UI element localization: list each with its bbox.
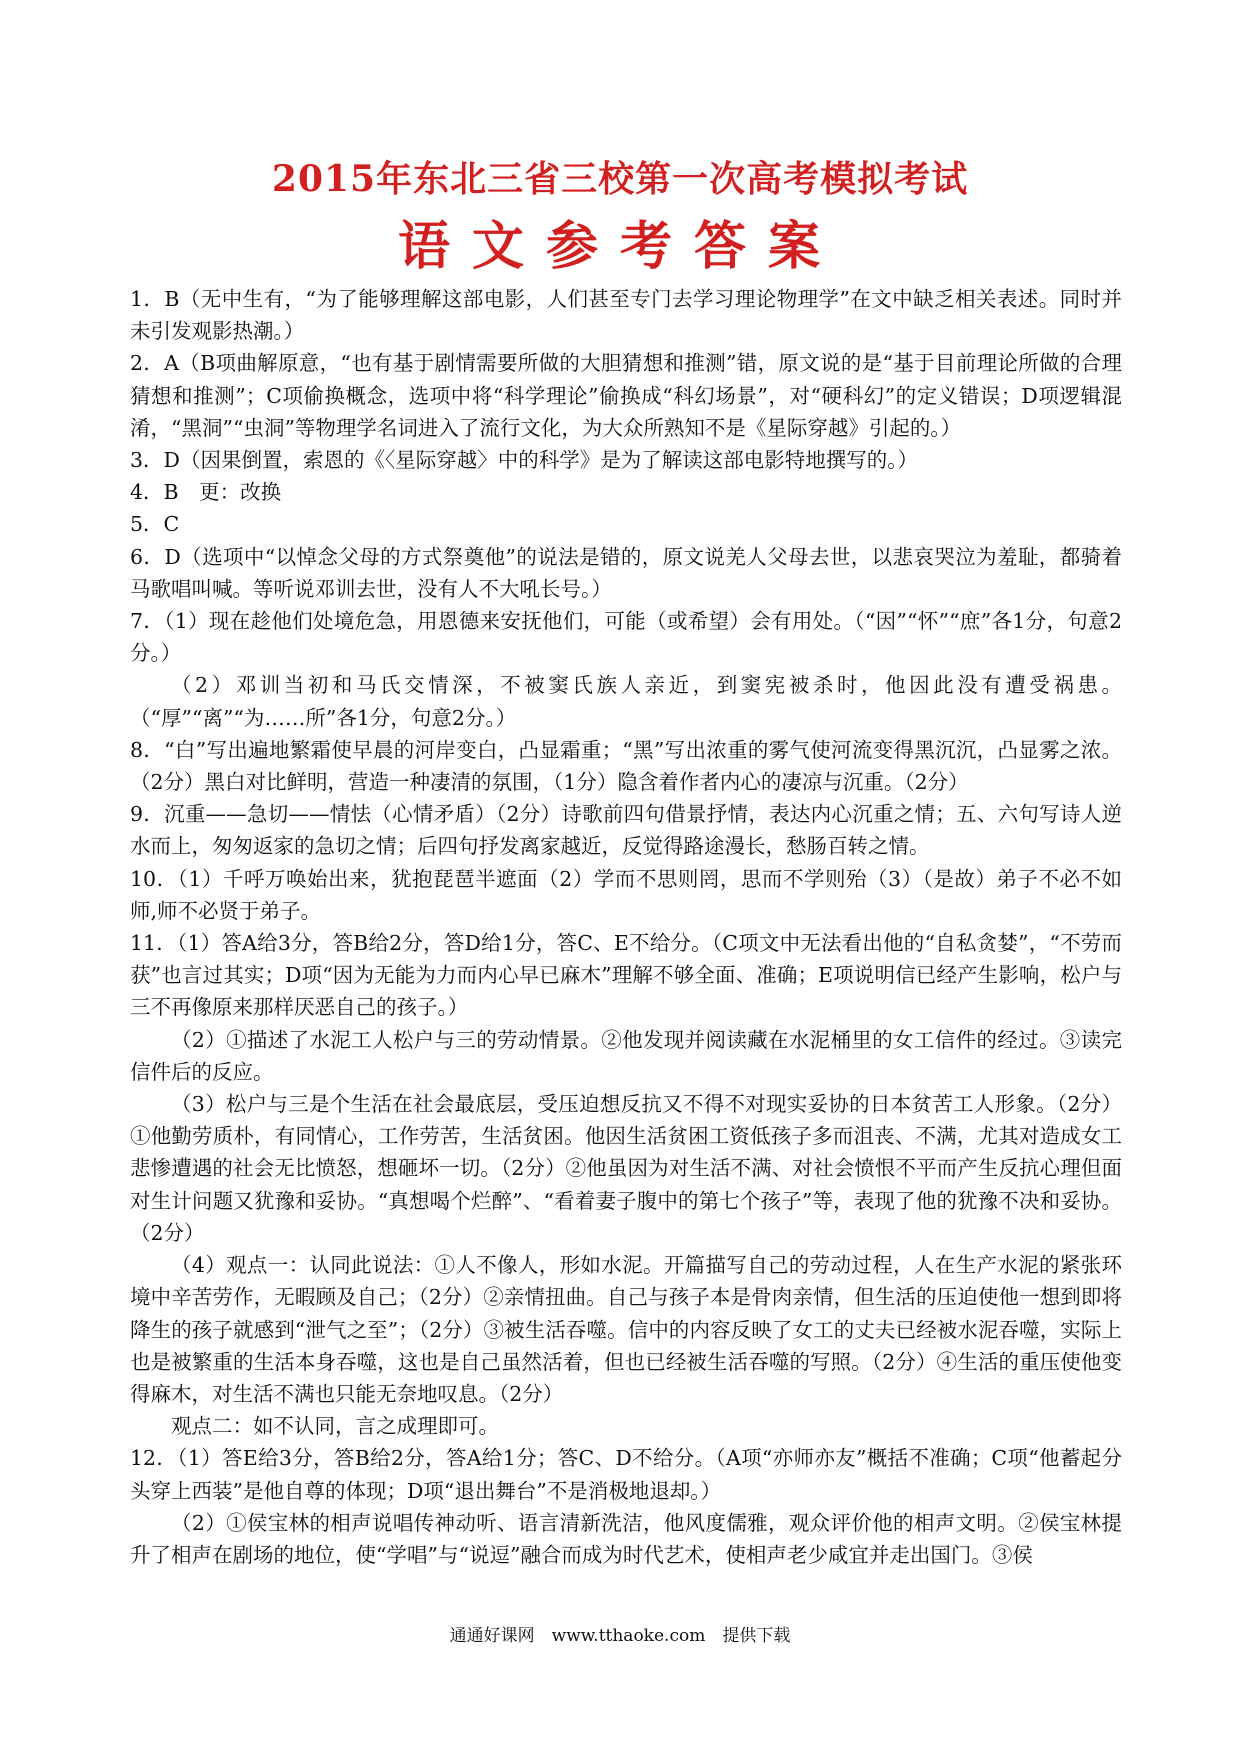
answer-7-1: 7．（1）现在趁他们处境危急，用恩德来安抚他们，可能（或希望）会有用处。（“因”“怀”“庶”各1分，句意2分。） bbox=[130, 609, 1122, 666]
answer-6: 6．D（选项中“以悼念父母的方式祭奠他”的说法是错的，原文说羌人父母去世，以悲哀哭泣为羞耻，都骑着马歌唱叫喊。等听说邓训去世，没有人不大吼长号。） bbox=[130, 544, 1122, 601]
answer-12-2: （2）①侯宝林的相声说唱传神动听、语言清新洗洁，他风度儒雅，观众评价他的相声文明。②侯宝林提升了相声在剧场的地位，使“学唱”与“说逗”融合而成为时代艺术，使相声老少咸宜并走出国门。③侯 bbox=[130, 1510, 1122, 1567]
answer-11-2: （2）①描述了水泥工人松户与三的劳动情景。②他发现并阅读藏在水泥桶里的女工信件的经过。③读完信件后的反应。 bbox=[130, 1027, 1122, 1084]
answer-7-2: （2）邓训当初和马氏交情深，不被窦氏族人亲近，到窦宪被杀时，他因此没有遭受祸患。（“厚”“离”“为……所”各1分，句意2分。） bbox=[130, 673, 1122, 730]
answer-5: 5．C bbox=[130, 512, 180, 537]
answer-9: 9．沉重——急切——情怯（心情矛盾）（2分）诗歌前四句借景抒情，表达内心沉重之情；五、六句写诗人逆水而上，匆匆返家的急切之情；后四句抒发离家越近，反觉得路途漫长，愁肠百转之情。 bbox=[130, 802, 1122, 859]
answer-11-4: （4）观点一：认同此说法：①人不像人，形如水泥。开篇描写自己的劳动过程，人在生产水泥的紧张环境中辛苦劳作，无暇顾及自己；（2分）②亲情扭曲。自己与孩子本是骨肉亲情，但生活的压迫使他一想到即将降生的孩子就感到“泄气之至”；（2分）③被生活吞噬。信中的内容反映了女工的丈夫已经被水泥吞噬，实际上也是被繁重的生活本身吞噬，这也是自己虽然活着，但也已经被生活吞噬的写照。（2分）④生活的重压使他变得麻木，对生活不满也只能无奈地叹息。（2分） bbox=[130, 1253, 1122, 1406]
page-footer: 通通好课网 www.tthaoke.com 提供下载 bbox=[449, 1626, 791, 1646]
answer-11-3: （3）松户与三是个生活在社会最底层，受压迫想反抗又不得不对现实妥协的日本贫苦工人形象。（2分）①他勤劳质朴，有同情心，工作劳苦，生活贫困。他因生活贫困工资低孩子多而沮丧、不满，尤其对造成女工悲惨遭遇的社会无比愤怒，想砸坏一切。（2分）②他虽因为对生活不满、对社会愤恨不平而产生反抗心理但面对生计问题又犹豫和妥协。“真想喝个烂醉”、“看着妻子腹中的第七个孩子”等，表现了他的犹豫不决和妥协。（2分） bbox=[130, 1092, 1122, 1245]
answer-11-4-alt: 观点二：如不认同，言之成理即可。 bbox=[171, 1414, 499, 1439]
answer-12-1: 12．（1）答E给3分，答B给2分，答A给1分；答C、D不给分。（A项“亦师亦友”概括不准确；C项“他蓄起分头穿上西装”是他自尊的体现；D项“退出舞台”不是消极地退却。） bbox=[130, 1446, 1122, 1503]
answer-content bbox=[130, 283, 1122, 1571]
answer-4: 4．B 更：改换 bbox=[130, 480, 282, 505]
answer-3: 3．D（因果倒置，索恩的《〈星际穿越〉中的科学》是为了解读这部电影特地撰写的。） bbox=[130, 448, 918, 473]
answer-key-title: 语文参考答案 bbox=[397, 216, 842, 277]
exam-title: 2015年东北三省三校第一次高考模拟考试 bbox=[271, 158, 969, 200]
answer-8: 8．“白”写出遍地繁霜使早晨的河岸变白，凸显霜重；“黑”写出浓重的雾气使河流变得黑沉沉，凸显雾之浓。（2分）黑白对比鲜明，营造一种凄清的氛围，（1分）隐含着作者内心的凄凉与沉重。（2分） bbox=[130, 737, 1122, 795]
answer-10: 10．（1）千呼万唤始出来，犹抱琵琶半遮面（2）学而不思则罔，思而不学则殆（3）（是故）弟子不必不如师,师不必贤于弟子。 bbox=[130, 866, 1122, 923]
answer-1: 1．B（无中生有，“为了能够理解这部电影，人们甚至专门去学习理论物理学”在文中缺乏相关表述。同时并未引发观影热潮。） bbox=[130, 287, 1122, 344]
answer-11-1: 11．（1）答A给3分，答B给2分，答D给1分，答C、E不给分。（C项文中无法看出他的“自私贪婪”，“不劳而获”也言过其实；D项“因为无能为力而内心早已麻木”理解不够全面、准确；E项说明信已经产生影响，松户与三不再像原来那样厌恶自己的孩子。） bbox=[130, 931, 1122, 1020]
answer-2: 2．A（B项曲解原意，“也有基于剧情需要所做的大胆猜想和推测”错，原文说的是“基于目前理论所做的合理猜想和推测”；C项偷换概念，选项中将“科学理论”偷换成“科幻场景”，对“硬科幻”的定义错误；D项逻辑混淆，“黑洞”“虫洞”等物理学名词进入了流行文化，为大众所熟知不是《星际穿越》引起的。） bbox=[130, 351, 1122, 440]
